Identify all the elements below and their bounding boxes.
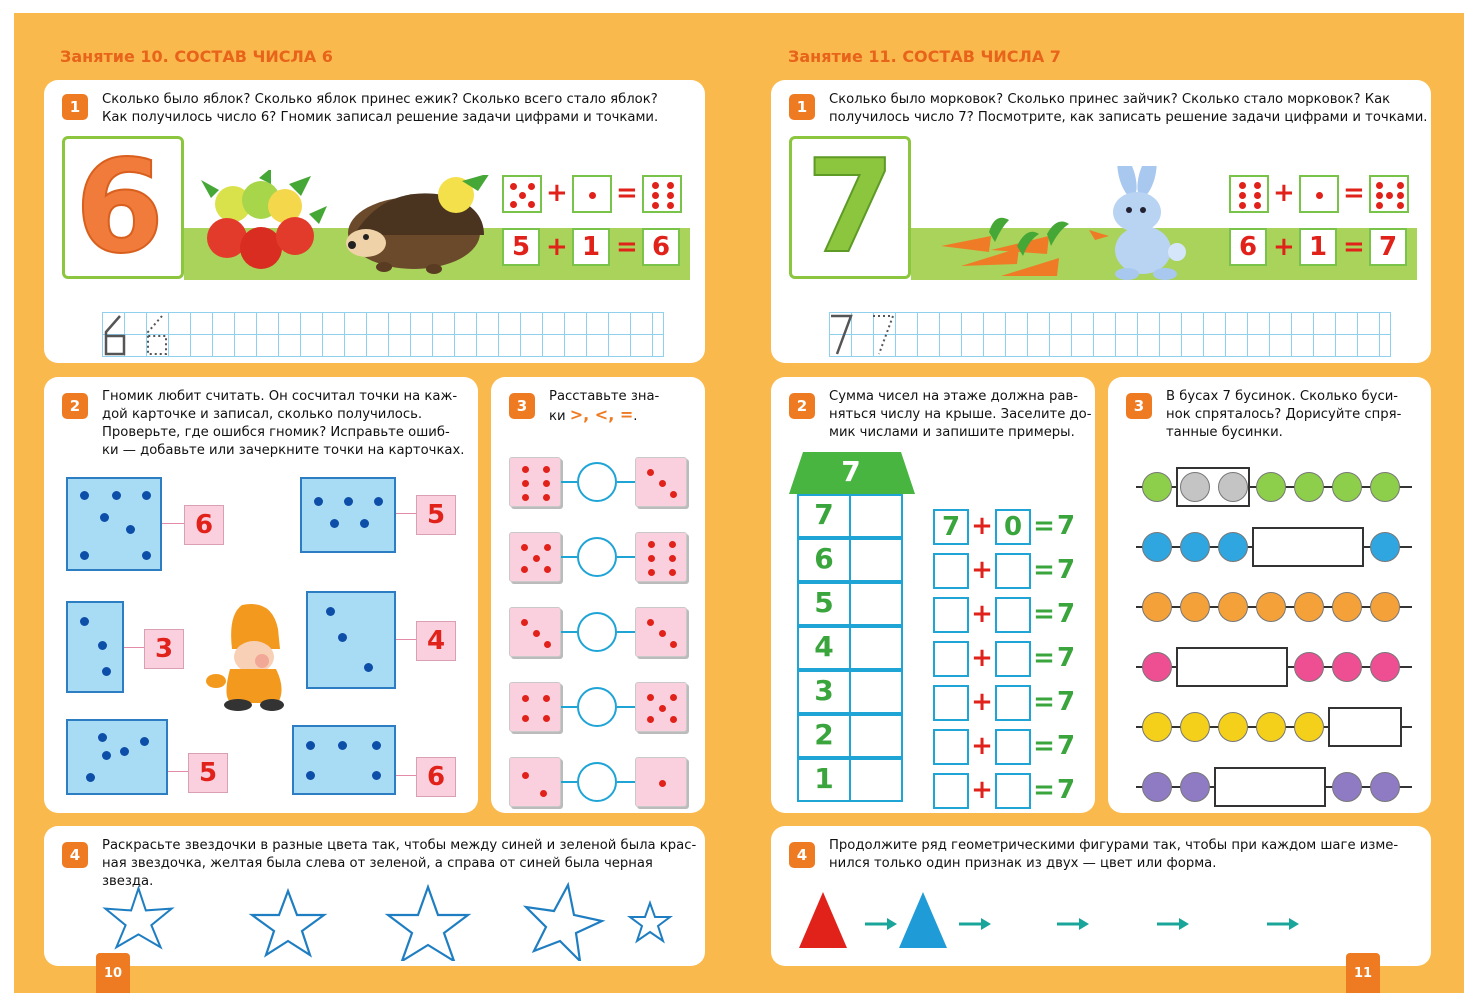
arrow-icon — [1157, 918, 1189, 930]
bead — [1142, 772, 1172, 802]
bead — [1256, 712, 1286, 742]
example-sum: 7 — [1056, 687, 1076, 717]
task3-text-line2: нок спряталось? Дорисуйте спря- — [1166, 407, 1402, 422]
example-addend-a[interactable] — [933, 773, 969, 809]
die-pip — [648, 541, 655, 548]
plus-sign: + — [1273, 178, 1295, 208]
example-addend-b[interactable] — [995, 773, 1031, 809]
eq-result: 7 — [1369, 228, 1407, 266]
example-sum: 7 — [1056, 511, 1076, 541]
bead — [1218, 712, 1248, 742]
connector-line — [617, 556, 635, 558]
die-left — [509, 457, 561, 507]
task-number: 1 — [62, 94, 88, 120]
bead — [1180, 532, 1210, 562]
bead — [1256, 472, 1286, 502]
dot-card-5[interactable] — [66, 719, 168, 795]
connector-line — [617, 631, 635, 633]
bead — [1370, 532, 1400, 562]
carrots-illustration — [931, 206, 1071, 286]
grey-bead — [1218, 472, 1248, 502]
bead — [1142, 472, 1172, 502]
die-pip — [533, 630, 540, 637]
apples-illustration — [199, 170, 329, 280]
equals-sign: = — [1033, 643, 1055, 673]
floor-cell-left — [797, 582, 851, 626]
example-sum: 7 — [1056, 643, 1076, 673]
plus-sign: + — [971, 599, 993, 629]
die-left — [509, 682, 561, 732]
connector-line — [617, 706, 635, 708]
die-pip — [669, 569, 676, 576]
sign-circle[interactable] — [577, 537, 617, 577]
die-pip — [544, 544, 551, 551]
connector-line — [561, 781, 577, 783]
eq-number-b: 1 — [1299, 228, 1337, 266]
equals-sign: = — [1033, 599, 1055, 629]
bead — [1180, 712, 1210, 742]
die-pip — [669, 541, 676, 548]
workbook-spread — [14, 13, 1464, 993]
sign-circle[interactable] — [577, 687, 617, 727]
floor-cell-right[interactable] — [849, 626, 903, 670]
die-pip — [543, 480, 550, 487]
task3-text-line3: танные бусинки. — [1166, 425, 1283, 440]
die-pip — [522, 715, 529, 722]
star-5 — [630, 903, 670, 941]
right-task1-card — [771, 80, 1431, 363]
plus-sign: + — [971, 643, 993, 673]
bunny-illustration — [1081, 166, 1201, 282]
example-sum: 7 — [1056, 555, 1076, 585]
die-right — [635, 757, 687, 807]
task4-text-line1: Продолжите ряд геометрическими фигурами так, чтобы при каждом шаге изме- — [829, 838, 1399, 853]
bead — [1332, 772, 1362, 802]
left-task4-card — [44, 826, 705, 966]
floor-number: 5 — [814, 586, 834, 619]
task1-text-line1: Сколько было морковок? Сколько принес зайчик? Сколько стало морковок? Как — [829, 92, 1391, 107]
plus-sign: + — [971, 511, 993, 541]
connector-line — [617, 481, 635, 483]
task-number: 2 — [789, 393, 815, 419]
floor-cell-left — [797, 758, 851, 802]
hidden-beads-box[interactable] — [1252, 527, 1364, 567]
example-addend-b[interactable] — [995, 641, 1031, 677]
die-right — [635, 457, 687, 507]
bead — [1332, 472, 1362, 502]
left-page-number: 10 — [96, 953, 130, 993]
big-digit-seven: 7 — [806, 133, 896, 282]
die-pip — [670, 491, 677, 498]
bead — [1370, 592, 1400, 622]
plus-sign: + — [971, 731, 993, 761]
die-pip — [648, 555, 655, 562]
dice-card-5 — [502, 175, 542, 213]
die-pip — [522, 695, 529, 702]
bead — [1142, 652, 1172, 682]
left-page-title: Занятие 10. СОСТАВ ЧИСЛА 6 — [60, 47, 333, 66]
floor-cell-left — [797, 714, 851, 758]
eq-number-b: 1 — [572, 228, 610, 266]
bead — [1332, 592, 1362, 622]
task-number: 4 — [789, 842, 815, 868]
star-3 — [388, 887, 468, 961]
die-pip — [647, 619, 654, 626]
die-pip — [543, 494, 550, 501]
dot-card-1[interactable] — [66, 477, 162, 571]
die-pip — [522, 466, 529, 473]
plus-sign: + — [546, 178, 568, 208]
example-addend-b[interactable] — [995, 597, 1031, 633]
bead — [1142, 592, 1172, 622]
right-task2-card — [771, 377, 1095, 813]
die-pip — [533, 555, 540, 562]
comparison-signs: >, <, = — [569, 405, 634, 424]
bead — [1180, 772, 1210, 802]
equals-sign: = — [1033, 511, 1055, 541]
task1-text-line2: Как получилось число 6? Гномик записал решение задачи цифрами и точками. — [102, 110, 659, 125]
arrow-icon — [959, 918, 991, 930]
floor-number: 2 — [814, 718, 834, 751]
floor-cell-left — [797, 626, 851, 670]
right-page-title: Занятие 11. СОСТАВ ЧИСЛА 7 — [788, 47, 1061, 66]
connector-line — [561, 556, 577, 558]
bead — [1294, 712, 1324, 742]
right-task4-card — [771, 826, 1431, 966]
floor-cell-right[interactable] — [849, 538, 903, 582]
task-number: 3 — [1126, 393, 1152, 419]
right-page-number: 11 — [1346, 953, 1380, 993]
die-pip — [659, 705, 666, 712]
equals-sign: = — [1033, 555, 1055, 585]
task1-text-line1: Сколько было яблок? Сколько яблок принес ежик? Сколько всего стало яблок? — [102, 92, 658, 107]
die-pip — [521, 619, 528, 626]
connector-line — [617, 781, 635, 783]
task3-text-line1: В бусах 7 бусинок. Сколько буси- — [1166, 389, 1399, 404]
connector-line — [561, 706, 577, 708]
task2-text-line1: Сумма чисел на этаже должна рав- — [829, 389, 1078, 404]
task-number: 4 — [62, 842, 88, 868]
example-addend-a[interactable] — [933, 553, 969, 589]
bead — [1218, 532, 1248, 562]
die-right — [635, 682, 687, 732]
writing-grid[interactable] — [829, 312, 1391, 357]
eq-result: 6 — [642, 228, 680, 266]
dice-card-6 — [1229, 175, 1269, 213]
task2-text-line3: Проверьте, где ошибся гномик? Исправьте ошиб- — [102, 425, 450, 440]
floor-cell-right[interactable] — [849, 494, 903, 538]
dot-card-2[interactable] — [300, 477, 396, 553]
sign-circle[interactable] — [577, 462, 617, 502]
dot-card-4-label[interactable]: 4 — [416, 621, 456, 661]
star-4 — [526, 885, 602, 961]
dot-card-1-label[interactable]: 6 — [184, 505, 224, 545]
task3-text-line1: Расставьте зна- — [549, 389, 660, 404]
task2-text-line2: няться числу на крыше. Заселите до- — [829, 407, 1092, 422]
dot-card-3-label[interactable]: 3 — [144, 629, 184, 669]
left-task2-card — [44, 377, 478, 813]
die-pip — [522, 494, 529, 501]
digit-frame — [789, 133, 911, 282]
die-pip — [647, 716, 654, 723]
equals-sign: = — [1033, 731, 1055, 761]
bead — [1180, 592, 1210, 622]
task4-text-line2: ная звездочка, желтая была слева от зеленой, а справа от синей была черная звезда. — [102, 856, 653, 889]
die-pip — [647, 694, 654, 701]
bead — [1294, 592, 1324, 622]
task1-text-line2: получилось число 7? Посмотрите, как записать решение задачи цифрами и точками. — [829, 110, 1428, 125]
eq-equals: = — [616, 232, 638, 262]
example-sum: 7 — [1056, 775, 1076, 805]
task4-text-line1: Раскрасьте звездочки в разные цвета так, чтобы между синей и зеленой была крас- — [102, 838, 697, 853]
bead — [1294, 472, 1324, 502]
example-sum: 7 — [1056, 599, 1076, 629]
stars-row — [98, 881, 678, 961]
dot-card-2-label[interactable]: 5 — [416, 495, 456, 535]
floor-number: 6 — [814, 542, 834, 575]
dice-card-6 — [642, 175, 682, 213]
die-pip — [522, 772, 529, 779]
eq-number-a: 6 — [1229, 228, 1267, 266]
task-number: 1 — [789, 94, 815, 120]
eq-plus: + — [546, 232, 568, 262]
bead — [1294, 652, 1324, 682]
arrow-icon — [865, 918, 897, 930]
sign-circle[interactable] — [577, 612, 617, 652]
dot-card-6[interactable] — [292, 725, 396, 795]
die-pip — [669, 555, 676, 562]
die-pip — [544, 566, 551, 573]
dice-card-1 — [1299, 175, 1339, 213]
star-1 — [105, 888, 171, 947]
die-pip — [670, 641, 677, 648]
example-addend-a[interactable] — [933, 597, 969, 633]
connector-line — [561, 481, 577, 483]
star-2 — [252, 891, 324, 955]
task2-text-line2: дой карточке и записал, сколько получилось. — [102, 407, 423, 422]
grey-bead — [1180, 472, 1210, 502]
example-addend-a[interactable] — [933, 729, 969, 765]
die-pip — [543, 695, 550, 702]
floor-cell-right[interactable] — [849, 714, 903, 758]
floor-number: 4 — [814, 630, 834, 663]
hidden-beads-box[interactable] — [1214, 767, 1326, 807]
bead — [1142, 532, 1172, 562]
connector-line — [561, 631, 577, 633]
roof-number: 7 — [841, 455, 861, 488]
blue-triangle — [899, 892, 947, 948]
shapes-sequence — [799, 888, 1399, 954]
example-addend-b[interactable]: 0 — [995, 509, 1031, 545]
task-number: 2 — [62, 393, 88, 419]
dot-card-3[interactable] — [66, 601, 124, 693]
eq-equals: = — [1343, 232, 1365, 262]
die-pip — [522, 480, 529, 487]
equals-sign: = — [1033, 775, 1055, 805]
left-task1-card — [44, 80, 705, 363]
digit-frame — [62, 133, 184, 282]
eq-number-a: 5 — [502, 228, 540, 266]
hidden-beads-box[interactable] — [1328, 707, 1402, 747]
plus-sign: + — [971, 775, 993, 805]
die-pip — [659, 630, 666, 637]
die-pip — [521, 566, 528, 573]
die-pip — [543, 466, 550, 473]
floor-number: 3 — [814, 674, 834, 707]
plus-sign: + — [971, 687, 993, 717]
left-task3-card — [491, 377, 705, 813]
floor-cell-right[interactable] — [849, 758, 903, 802]
equals-sign: = — [616, 178, 638, 208]
example-addend-a[interactable] — [933, 641, 969, 677]
task2-text-line3: мик числами и запишите примеры. — [829, 425, 1075, 440]
floor-number: 7 — [814, 498, 834, 531]
die-pip — [670, 694, 677, 701]
task-number: 3 — [509, 393, 535, 419]
dice-card-1 — [572, 175, 612, 213]
floor-cell-right[interactable] — [849, 582, 903, 626]
bead — [1256, 592, 1286, 622]
bead — [1218, 592, 1248, 622]
hedgehog-illustration — [344, 175, 504, 280]
task3-text-line2: ки >, <, =. — [549, 405, 638, 424]
digit-six-tracing — [102, 312, 172, 358]
die-pip — [540, 790, 547, 797]
die-pip — [659, 780, 666, 787]
example-addend-a[interactable]: 7 — [933, 509, 969, 545]
hidden-beads-box[interactable] — [1176, 647, 1288, 687]
example-addend-b[interactable] — [995, 729, 1031, 765]
equals-sign: = — [1033, 687, 1055, 717]
digit-seven-tracing — [829, 312, 899, 358]
die-pip — [647, 469, 654, 476]
big-digit-six: 6 — [75, 133, 165, 282]
red-triangle — [799, 892, 847, 948]
sign-circle[interactable] — [577, 762, 617, 802]
gnome-illustration — [202, 599, 292, 711]
die-left — [509, 607, 561, 657]
floor-cell-left — [797, 670, 851, 714]
arrow-icon — [1057, 918, 1089, 930]
task2-text-line1: Гномик любит считать. Он сосчитал точки на каж- — [102, 389, 458, 404]
bead — [1142, 712, 1172, 742]
plus-sign: + — [971, 555, 993, 585]
example-addend-b[interactable] — [995, 685, 1031, 721]
die-pip — [543, 715, 550, 722]
floor-number: 1 — [814, 762, 834, 795]
bead — [1370, 472, 1400, 502]
die-left — [509, 532, 561, 582]
equals-sign: = — [1343, 178, 1365, 208]
eq-plus: + — [1273, 232, 1295, 262]
bead — [1332, 652, 1362, 682]
task2-text-line4: ки — добавьте или зачеркните точки на карточках. — [102, 443, 465, 458]
arrow-icon — [1267, 918, 1299, 930]
dot-card-6-label[interactable]: 6 — [416, 757, 456, 797]
right-task3-card — [1108, 377, 1431, 813]
bead — [1370, 772, 1400, 802]
die-right — [635, 607, 687, 657]
die-pip — [659, 480, 666, 487]
die-pip — [544, 641, 551, 648]
die-left — [509, 757, 561, 807]
writing-grid[interactable] — [102, 312, 664, 357]
die-right — [635, 532, 687, 582]
example-addend-a[interactable] — [933, 685, 969, 721]
example-sum: 7 — [1056, 731, 1076, 761]
floor-cell-left — [797, 494, 851, 538]
dot-card-5-label[interactable]: 5 — [188, 753, 228, 793]
floor-cell-right[interactable] — [849, 670, 903, 714]
dot-card-4[interactable] — [306, 591, 396, 689]
die-pip — [648, 569, 655, 576]
die-pip — [521, 544, 528, 551]
task4-text-line2: нился только один признак из двух — цвет или форма. — [829, 856, 1217, 871]
floor-cell-left — [797, 538, 851, 582]
bead — [1370, 652, 1400, 682]
die-pip — [670, 716, 677, 723]
example-addend-b[interactable] — [995, 553, 1031, 589]
dice-card-7 — [1369, 175, 1409, 213]
